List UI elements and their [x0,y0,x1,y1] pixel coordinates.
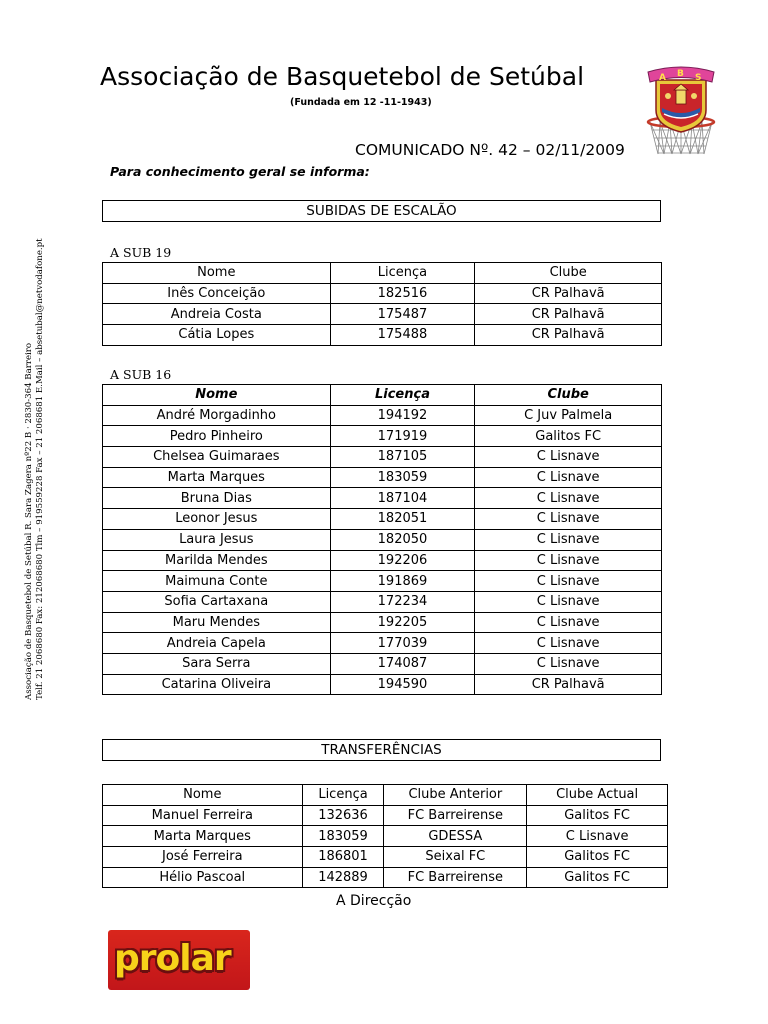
player-name: Maru Mendes [103,612,331,633]
table-row [103,826,668,847]
club-name: C Lisnave [475,467,662,488]
association-logo [644,62,718,158]
table-row [103,509,662,530]
table-row [103,529,662,550]
sub19-label: A SUB 19 [110,245,172,260]
sponsor-logo [108,930,250,990]
club-name: C Lisnave [475,633,662,654]
club-name: C Lisnave [475,447,662,468]
player-name: Sara Serra [103,653,331,674]
sub16-label: A SUB 16 [110,367,172,382]
table-row [103,304,662,325]
table-row [103,467,662,488]
player-name: José Ferreira [103,847,303,868]
sidebar-contact-info [24,0,46,700]
current-club: Galitos FC [527,867,668,888]
intro-text: Para conhecimento geral se informa: [110,164,370,179]
transferencias-heading: TRANSFERÊNCIAS [102,739,661,761]
table-row [103,488,662,509]
transferencias-table [102,784,668,888]
license-number: 192206 [330,550,475,571]
club-name: C Lisnave [475,550,662,571]
column-header: Clube Anterior [384,785,527,806]
license-number: 182516 [330,283,475,304]
player-name: Marilda Mendes [103,550,331,571]
column-header: Clube [475,385,662,406]
table-row [103,426,662,447]
column-header: Licença [330,385,475,406]
player-name: André Morgadinho [103,405,331,426]
founded-date: (Fundada em 12 -11-1943) [290,97,432,108]
subidas-heading: SUBIDAS DE ESCALÃO [102,200,661,222]
license-number: 183059 [302,826,384,847]
player-name: Andreia Capela [103,633,331,654]
club-name: C Lisnave [475,612,662,633]
player-name: Maimuna Conte [103,571,331,592]
club-name: C Lisnave [475,529,662,550]
previous-club: GDESSA [384,826,527,847]
license-number: 171919 [330,426,475,447]
player-name: Manuel Ferreira [103,805,303,826]
sponsor-logo-text: prolar [114,938,231,979]
player-name: Catarina Oliveira [103,674,331,695]
logo-letter-b: B [677,69,684,79]
license-number: 187104 [330,488,475,509]
player-name: Laura Jesus [103,529,331,550]
previous-club: FC Barreirense [384,805,527,826]
player-name: Cátia Lopes [103,325,331,346]
table-header-row [103,385,662,406]
logo-letter-s: S [695,73,702,83]
current-club: Galitos FC [527,847,668,868]
player-name: Pedro Pinheiro [103,426,331,447]
license-number: 194192 [330,405,475,426]
license-number: 172234 [330,591,475,612]
license-number: 187105 [330,447,475,468]
column-header: Licença [330,263,475,284]
column-header: Clube [475,263,662,284]
club-name: C Lisnave [475,509,662,530]
sub16-table [102,384,662,695]
license-number: 182050 [330,529,475,550]
license-number: 175487 [330,304,475,325]
table-row [103,405,662,426]
table-row [103,325,662,346]
club-name: CR Palhavã [475,325,662,346]
table-row [103,674,662,695]
license-number: 177039 [330,633,475,654]
license-number: 191869 [330,571,475,592]
column-header: Nome [103,785,303,806]
club-name: CR Palhavã [475,283,662,304]
column-header: Clube Actual [527,785,668,806]
table-row [103,805,668,826]
license-number: 142889 [302,867,384,888]
table-row [103,847,668,868]
column-header: Nome [103,385,331,406]
player-name: Marta Marques [103,467,331,488]
column-header: Licença [302,785,384,806]
player-name: Inês Conceição [103,283,331,304]
license-number: 192205 [330,612,475,633]
column-header: Nome [103,263,331,284]
table-row [103,653,662,674]
table-header-row [103,785,668,806]
player-name: Hélio Pascoal [103,867,303,888]
player-name: Marta Marques [103,826,303,847]
logo-letter-a: A [659,73,666,83]
table-row [103,867,668,888]
player-name: Andreia Costa [103,304,331,325]
license-number: 175488 [330,325,475,346]
club-name: C Lisnave [475,591,662,612]
license-number: 183059 [330,467,475,488]
license-number: 186801 [302,847,384,868]
license-number: 182051 [330,509,475,530]
table-row [103,283,662,304]
club-name: C Lisnave [475,488,662,509]
sidebar-contact-line: Telf. 21 2068680 Fax: 212068680 Tlm – 919559228 Fax – 21 2068681 E.Mail – absetubal@netvodafone.pt [35,238,45,700]
table-row [103,447,662,468]
license-number: 132636 [302,805,384,826]
current-club: C Lisnave [527,826,668,847]
table-row [103,550,662,571]
table-row [103,612,662,633]
license-number: 194590 [330,674,475,695]
previous-club: Seixal FC [384,847,527,868]
previous-club: FC Barreirense [384,867,527,888]
player-name: Bruna Dias [103,488,331,509]
player-name: Chelsea Guimaraes [103,447,331,468]
signature: A Direcção [336,893,412,909]
table-row [103,633,662,654]
player-name: Sofia Cartaxana [103,591,331,612]
club-name: C Juv Palmela [475,405,662,426]
table-header-row [103,263,662,284]
club-name: C Lisnave [475,571,662,592]
club-name: C Lisnave [475,653,662,674]
comunicado-number: COMUNICADO Nº. 42 – 02/11/2009 [355,141,625,159]
sidebar-address-line: Associação de Basquetebol de Setúbal R. Sara Zagera nº22 B · 2830-364 Barreiro [24,342,34,700]
player-name: Leonor Jesus [103,509,331,530]
license-number: 174087 [330,653,475,674]
table-row [103,591,662,612]
sub19-table [102,262,662,346]
club-name: CR Palhavã [475,304,662,325]
page-title: Associação de Basquetebol de Setúbal [100,62,585,91]
club-name: Galitos FC [475,426,662,447]
current-club: Galitos FC [527,805,668,826]
table-row [103,571,662,592]
club-name: CR Palhavã [475,674,662,695]
